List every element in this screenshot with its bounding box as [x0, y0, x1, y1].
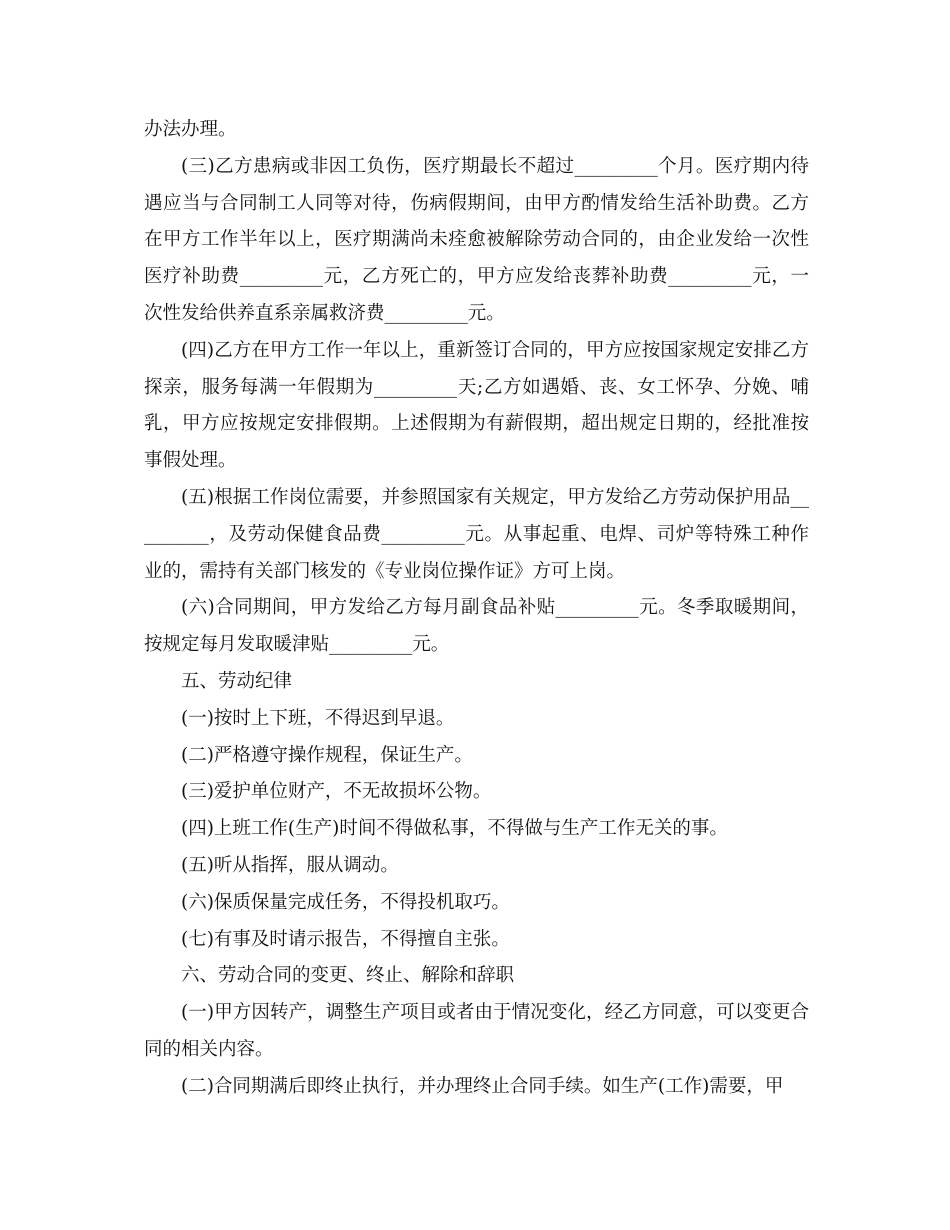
paragraph-subsidies: (六)合同期间，甲方发给乙方每月副食品补贴_________元。冬季取暖期间，按规定每月发取暖津贴_________元。	[144, 597, 809, 656]
discipline-item-5: (五)听从指挥，服从调动。	[181, 854, 399, 876]
paragraph-continuation: 办法办理。	[144, 119, 237, 140]
discipline-item-1: (一)按时上下班，不得迟到早退。	[181, 707, 455, 729]
paragraph-medical-leave: (三)乙方患病或非因工负伤，医疗期最长不超过_________个月。医疗期内待遇应当与合同制工人同等对待，伤病假期间，由甲方酌情发给生活补助费。乙方在甲方工作半年以上，医疗期满尚未痊愈被解除劳动合同的，由企业发给一次性医疗补助费_________元，乙方死亡的，甲方应发给丧葬补助费_________元，一次性发给供养直系亲属救济费_________元。	[144, 155, 809, 324]
document-body	[144, 112, 809, 1106]
contract-change-item-2: (二)合同期满后即终止执行，并办理终止合同手续。如生产(工作)需要，甲	[181, 1075, 784, 1097]
contract-change-item-1: (一)甲方因转产，调整生产项目或者由于情况变化，经乙方同意，可以变更合同的相关内容。	[144, 1002, 809, 1060]
paragraph-protective-equipment: (五)根据工作岗位需要，并参照国家有关规定，甲方发给乙方劳动保护用品_________，及劳动保健食品费_________元。从事起重、电焊、司炉等特殊工种作业的，需持有关部门核发的《专业岗位操作证》方可上岗。	[144, 486, 809, 582]
discipline-item-6: (六)保质保量完成任务，不得投机取巧。	[181, 891, 510, 913]
paragraph-family-leave: (四)乙方在甲方工作一年以上，重新签订合同的，甲方应按国家规定安排乙方探亲，服务每满一年假期为_________天;乙方如遇婚、丧、女工怀孕、分娩、哺乳，甲方应按规定安排假期。上述假期为有薪假期，超出规定日期的，经批准按事假处理。	[144, 339, 809, 472]
section-heading-contract-changes: 六、劳动合同的变更、终止、解除和辞职	[181, 965, 515, 987]
discipline-item-3: (三)爱护单位财产，不无故损坏公物。	[181, 781, 492, 803]
discipline-item-7: (七)有事及时请示报告，不得擅自主张。	[181, 928, 510, 950]
discipline-item-4: (四)上班工作(生产)时间不得做私事，不得做与生产工作无关的事。	[181, 818, 728, 840]
section-heading-labor-discipline: 五、劳动纪律	[181, 670, 293, 692]
discipline-item-2: (二)严格遵守操作规程，保证生产。	[181, 744, 473, 766]
